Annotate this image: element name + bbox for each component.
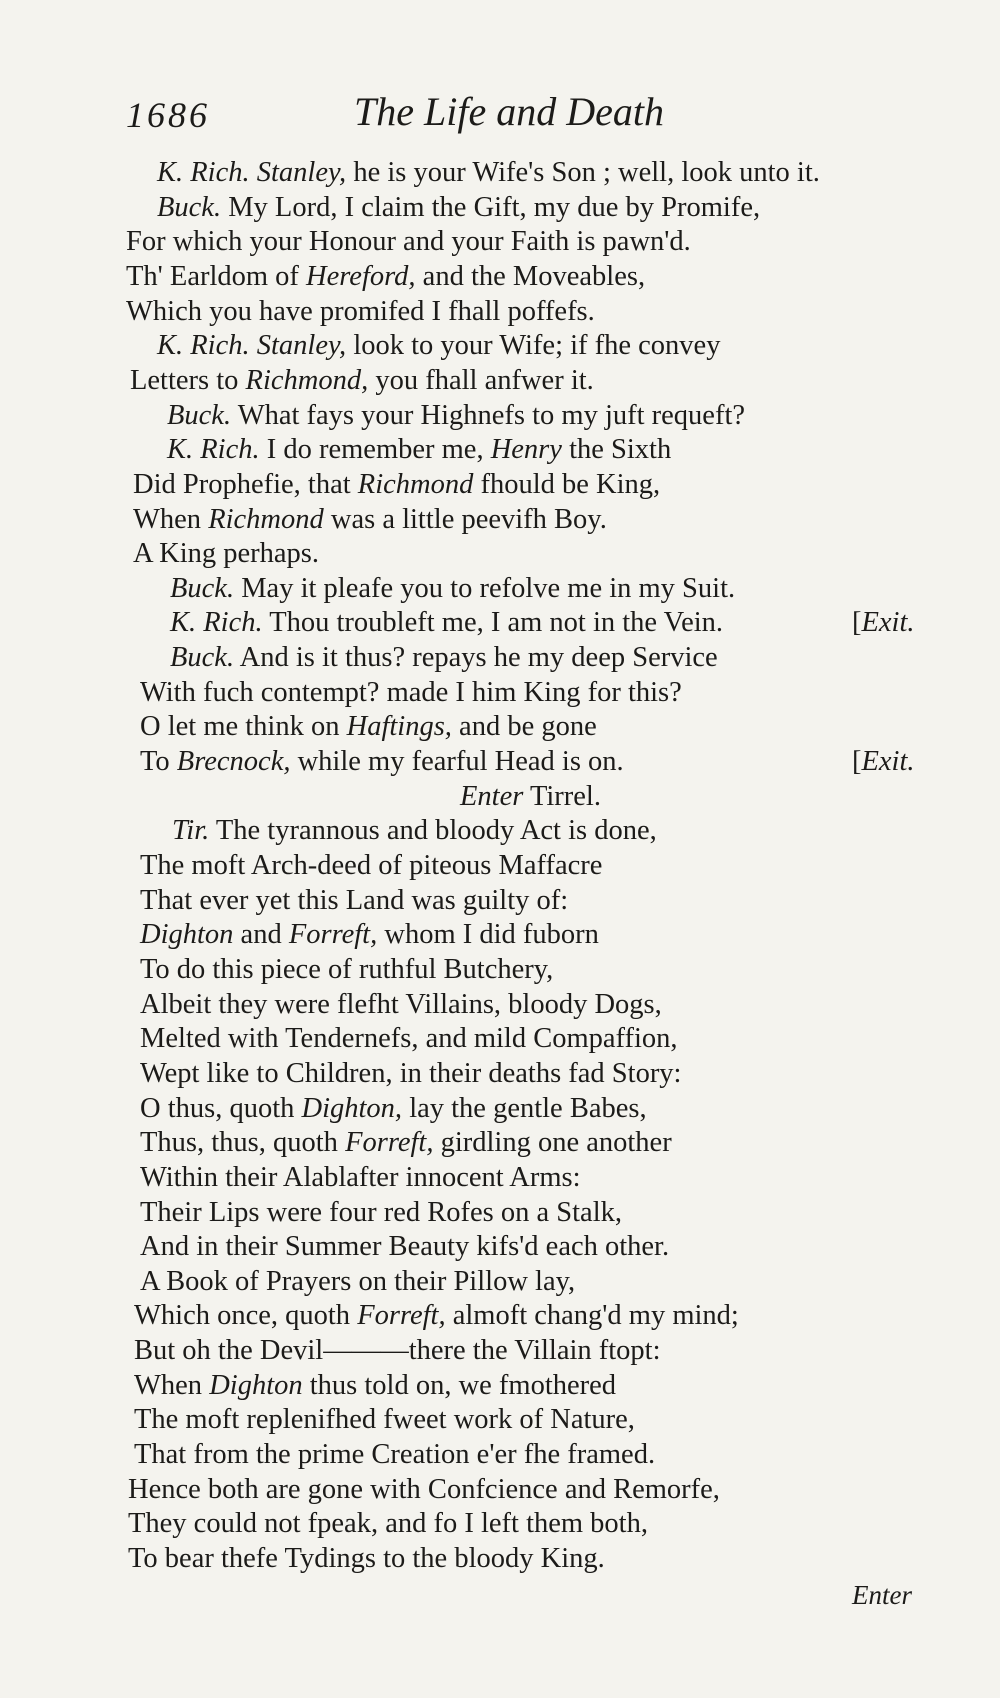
line-text — [134, 1369, 616, 1403]
text-run: To — [140, 746, 177, 778]
line-text — [170, 641, 718, 675]
page-number: 1686 — [126, 95, 210, 135]
verse-line — [0, 606, 1000, 640]
exit-direction — [852, 745, 915, 779]
line-text — [140, 1022, 678, 1056]
italic-text: Exit. — [861, 607, 915, 639]
text-run: Wept like to Children, in their deaths fad Story: — [140, 1057, 682, 1089]
verse-line — [0, 1403, 1000, 1437]
line-text — [140, 953, 553, 987]
text-run: fhould be King, — [473, 468, 661, 500]
text-run: he is your Wife's Son ; well, look unto it. — [346, 157, 820, 188]
text-run: Th' Earldom of — [126, 260, 307, 292]
italic-text: Tir. — [172, 815, 210, 847]
text-run: For which your Honour and your Faith is pawn'd. — [126, 226, 691, 258]
line-text — [140, 918, 599, 952]
line-text — [140, 884, 568, 918]
verse-line — [0, 918, 1000, 952]
line-text — [170, 572, 735, 606]
verse-line — [0, 1507, 1000, 1541]
line-text — [172, 814, 657, 848]
line-text — [133, 503, 607, 537]
line-text — [140, 1126, 672, 1160]
italic-text: K. Rich. Stanley, — [157, 157, 347, 188]
text-run: The moft Arch-deed of piteous Maffacre — [140, 850, 603, 881]
verse-line — [0, 814, 1000, 848]
text-run: Melted with Tendernefs, and mild Compaffion, — [140, 1023, 678, 1055]
line-text — [157, 156, 820, 190]
text-run: With fuch contempt? made I him King for this? — [140, 676, 682, 708]
text-run: whom I did fuborn — [377, 919, 599, 951]
italic-text: Hereford, — [306, 260, 416, 292]
italic-text: Exit. — [861, 746, 915, 778]
verse-line — [0, 849, 1000, 883]
text-run: Thus, thus, quoth — [140, 1127, 346, 1159]
text-run: [ — [852, 607, 862, 639]
verse-line — [0, 884, 1000, 918]
text-run: The moft replenifhed fweet work of Nature, — [134, 1404, 635, 1436]
text-run: girdling one another — [433, 1127, 672, 1159]
verse-line — [0, 572, 1000, 606]
text-run: lay the gentle Babes, — [402, 1092, 647, 1124]
text-run: while my fearful Head is on. — [290, 746, 624, 778]
text-run: What fays your Highnefs to my juft requeft? — [231, 399, 746, 431]
italic-text: Richmond, — [245, 364, 369, 396]
verse-line — [0, 1022, 1000, 1056]
italic-text: Henry — [490, 434, 562, 466]
verse-line — [0, 225, 1000, 259]
verse-line — [0, 710, 1000, 744]
line-text — [134, 1403, 635, 1437]
line-text — [140, 1196, 622, 1230]
italic-text: Buck. — [170, 572, 235, 604]
italic-text: K. Rich. Stanley, — [157, 330, 347, 362]
verse-line — [0, 641, 1000, 675]
verse-line — [0, 156, 1000, 190]
line-text — [140, 1161, 581, 1195]
line-text — [128, 1507, 648, 1541]
italic-text: Enter — [460, 780, 524, 812]
line-text — [140, 1092, 647, 1126]
verse-line — [0, 1299, 1000, 1333]
line-text — [130, 364, 594, 398]
line-text — [140, 676, 682, 710]
line-text — [157, 329, 720, 363]
text-run: was a little peevifh Boy. — [323, 503, 607, 535]
italic-text: Forreft, — [288, 919, 378, 951]
text-run: I do remember me, — [259, 434, 491, 466]
stage-direction-line — [0, 780, 1000, 814]
verse-line — [0, 953, 1000, 987]
line-text — [460, 780, 601, 814]
line-text — [126, 260, 645, 294]
line-text — [167, 399, 745, 433]
text-run: Which once, quoth — [134, 1300, 358, 1332]
italic-text: Buck. — [167, 399, 232, 431]
verse-line — [0, 260, 1000, 294]
running-title: The Life and Death — [354, 89, 664, 134]
text-run: When — [133, 503, 209, 535]
line-text — [128, 1542, 605, 1576]
text-run: And in their Summer Beauty kifs'd each other. — [140, 1231, 670, 1263]
line-text — [167, 433, 671, 467]
italic-text: K. Rich. — [167, 434, 260, 466]
line-text — [134, 1334, 661, 1368]
line-text — [134, 1299, 739, 1333]
italic-text: Buck. — [170, 642, 235, 674]
line-text — [170, 606, 723, 640]
text-run: And is it thus? repays he my deep Service — [234, 642, 718, 674]
text-run: and be gone — [451, 711, 597, 743]
text-run: Tirrel. — [523, 780, 601, 812]
verse-line — [0, 468, 1000, 502]
line-text — [140, 849, 602, 883]
text-run: almoft chang'd my mind; — [445, 1300, 739, 1332]
text-run: Thou troubleft me, I am not in the Vein. — [262, 607, 724, 639]
italic-text: Forreft, — [357, 1300, 446, 1332]
text-run: A King perhaps. — [133, 538, 320, 570]
line-text — [140, 745, 624, 779]
exit-direction — [852, 606, 915, 640]
text-run: look to your Wife; if fhe convey — [346, 330, 721, 362]
text-run: A Book of Prayers on their Pillow lay, — [140, 1265, 576, 1297]
italic-text: Dighton — [140, 919, 234, 951]
verse-line — [0, 1334, 1000, 1368]
verse-line — [0, 1369, 1000, 1403]
text-run: the Sixth — [561, 434, 672, 466]
verse-line — [0, 433, 1000, 467]
italic-text: Richmond — [208, 503, 324, 535]
catchword: Enter — [852, 1580, 912, 1610]
line-text — [133, 468, 660, 502]
verse-line — [0, 399, 1000, 433]
verse-line — [0, 1230, 1000, 1264]
italic-text: Haftings, — [346, 711, 452, 743]
text-run: and the Moveables, — [415, 260, 646, 292]
verse-line — [0, 1161, 1000, 1195]
line-text — [133, 537, 319, 571]
verse-line — [0, 503, 1000, 537]
verse-line — [0, 364, 1000, 398]
text-run: Albeit they were flefht Villains, bloody Dogs, — [140, 988, 662, 1020]
italic-text: Buck. — [157, 191, 222, 223]
text-run: [ — [852, 746, 862, 778]
italic-text: Dighton — [209, 1369, 303, 1401]
line-text — [140, 1057, 681, 1091]
italic-text: Richmond — [357, 468, 474, 500]
line-text — [126, 295, 595, 329]
text-run: The tyrannous and bloody Act is done, — [209, 815, 657, 847]
text-run: O let me think on — [140, 711, 347, 743]
line-text — [128, 1473, 720, 1507]
italic-text: Dighton, — [301, 1092, 403, 1124]
text-run: and — [233, 919, 289, 951]
text-run: you fhall anfwer it. — [368, 364, 594, 396]
text-run: That ever yet this Land was guilty of: — [140, 884, 569, 916]
text-run: But oh the Devil———there the Villain ftopt: — [134, 1335, 661, 1367]
text-run: Letters to — [130, 364, 246, 396]
text-run: They could not fpeak, and fo I left them both, — [128, 1508, 648, 1540]
verse-line — [0, 1473, 1000, 1507]
line-text — [140, 1265, 575, 1299]
verse-line — [0, 1542, 1000, 1576]
text-run: Which you have promifed I fhall poffefs. — [126, 295, 595, 327]
text-run: Their Lips were four red Rofes on a Stalk, — [140, 1196, 622, 1228]
text-run: Did Prophefie, that — [133, 468, 358, 500]
verse-line — [0, 1126, 1000, 1160]
italic-text: Brecnock, — [176, 746, 291, 778]
verse-line — [0, 1092, 1000, 1126]
text-run: thus told on, we fmothered — [302, 1369, 617, 1401]
italic-text: K. Rich. — [170, 607, 263, 639]
verse-line — [0, 1438, 1000, 1472]
line-text — [140, 710, 597, 744]
text-run: Within their Alablafter innocent Arms: — [140, 1161, 581, 1193]
running-header — [126, 88, 726, 144]
text-run: May it pleafe you to refolve me in my Suit. — [234, 572, 736, 604]
text-run: To bear thefe Tydings to the bloody King. — [128, 1543, 605, 1574]
verse-line — [0, 1057, 1000, 1091]
text-run: Hence both are gone with Confcience and Remorfe, — [128, 1473, 720, 1505]
text-run: To do this piece of ruthful Butchery, — [140, 953, 554, 985]
verse-line — [0, 1265, 1000, 1299]
line-text — [140, 1230, 669, 1264]
line-text — [134, 1438, 655, 1472]
verse-line — [0, 745, 1000, 779]
verse-line — [0, 295, 1000, 329]
line-text — [157, 191, 760, 225]
text-run: O thus, quoth — [140, 1092, 302, 1124]
text-run: My Lord, I claim the Gift, my due by Promife, — [221, 191, 761, 223]
verse-line — [0, 1196, 1000, 1230]
line-text — [140, 988, 662, 1022]
italic-text: Forreft, — [345, 1127, 434, 1159]
verse-line — [0, 191, 1000, 225]
verse-line — [0, 676, 1000, 710]
line-text — [126, 225, 691, 259]
verse-line — [0, 988, 1000, 1022]
verse-line — [0, 537, 1000, 571]
text-run: When — [134, 1369, 210, 1401]
text-run: That from the prime Creation e'er fhe framed. — [134, 1439, 656, 1471]
verse-line — [0, 329, 1000, 363]
